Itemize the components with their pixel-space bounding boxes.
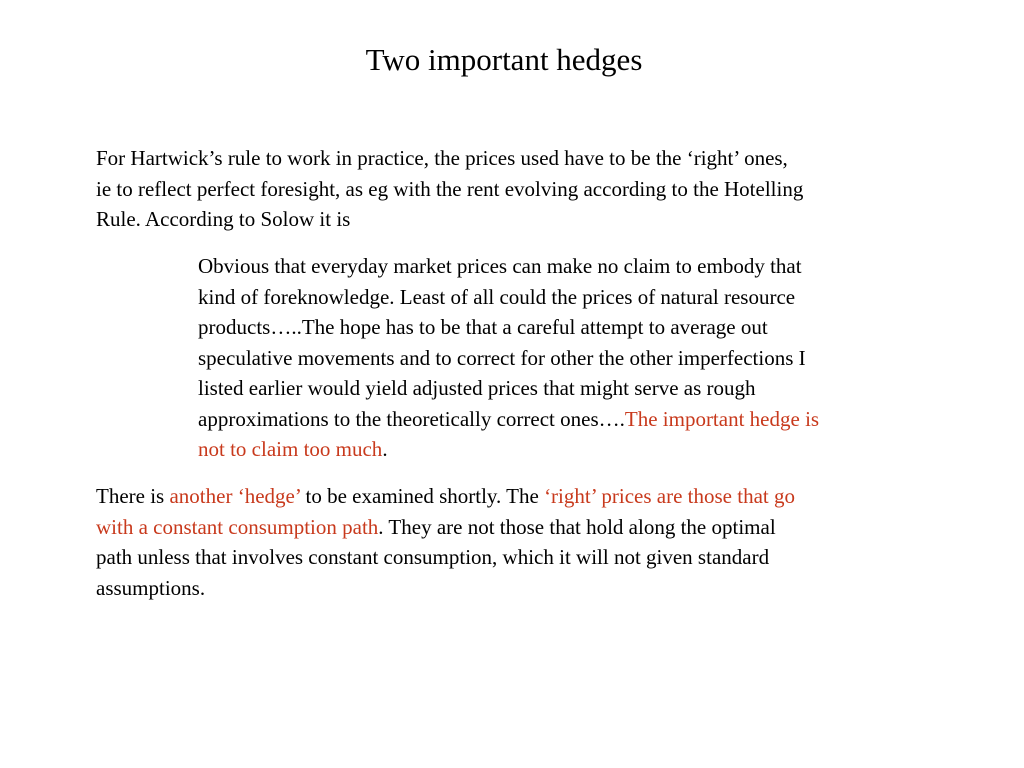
intro-line: Rule. According to Solow it is	[96, 207, 351, 231]
intro-paragraph	[96, 143, 803, 235]
quote-line: products…..The hope has to be that a careful attempt to average out	[198, 315, 768, 339]
closing-line	[96, 512, 795, 543]
closing-text: There is	[96, 484, 170, 508]
quote-highlight: not to claim too much	[198, 437, 383, 461]
quote-line	[198, 434, 819, 465]
right-prices-highlight: with a constant consumption path	[96, 514, 379, 539]
slide-title: Two important hedges	[365, 42, 643, 77]
solow-quote	[198, 251, 819, 465]
quote-line: kind of foreknowledge. Least of all could the prices of natural resource	[198, 284, 796, 309]
closing-paragraph	[96, 481, 795, 603]
closing-text: to be examined shortly. The	[300, 484, 545, 508]
intro-line: For Hartwick’s rule to work in practice, the prices used have to be the ‘right’ ones,	[96, 146, 788, 170]
quote-line	[198, 404, 819, 435]
closing-line: assumptions.	[96, 575, 206, 600]
intro-line: ie to reflect perfect foresight, as eg with the rent evolving according to the Hotelling	[96, 176, 804, 201]
quote-line: speculative movements and to correct for other the other imperfections I	[198, 345, 806, 370]
closing-text: . They are not those that hold along the optimal	[378, 514, 776, 539]
quote-line: listed earlier would yield adjusted prices that might serve as rough	[198, 376, 756, 400]
closing-line: path unless that involves constant consumption, which it will not given standard	[96, 545, 770, 569]
another-hedge-highlight: another ‘hedge’	[169, 484, 301, 508]
closing-line	[96, 481, 795, 512]
right-prices-highlight: ‘right’ prices are those that go	[544, 484, 795, 508]
quote-text: approximations to the theoretically correct ones….	[198, 406, 625, 431]
quote-line: Obvious that everyday market prices can make no claim to embody that	[198, 254, 802, 278]
quote-highlight: The important hedge is	[624, 406, 820, 431]
quote-text: .	[382, 437, 388, 461]
